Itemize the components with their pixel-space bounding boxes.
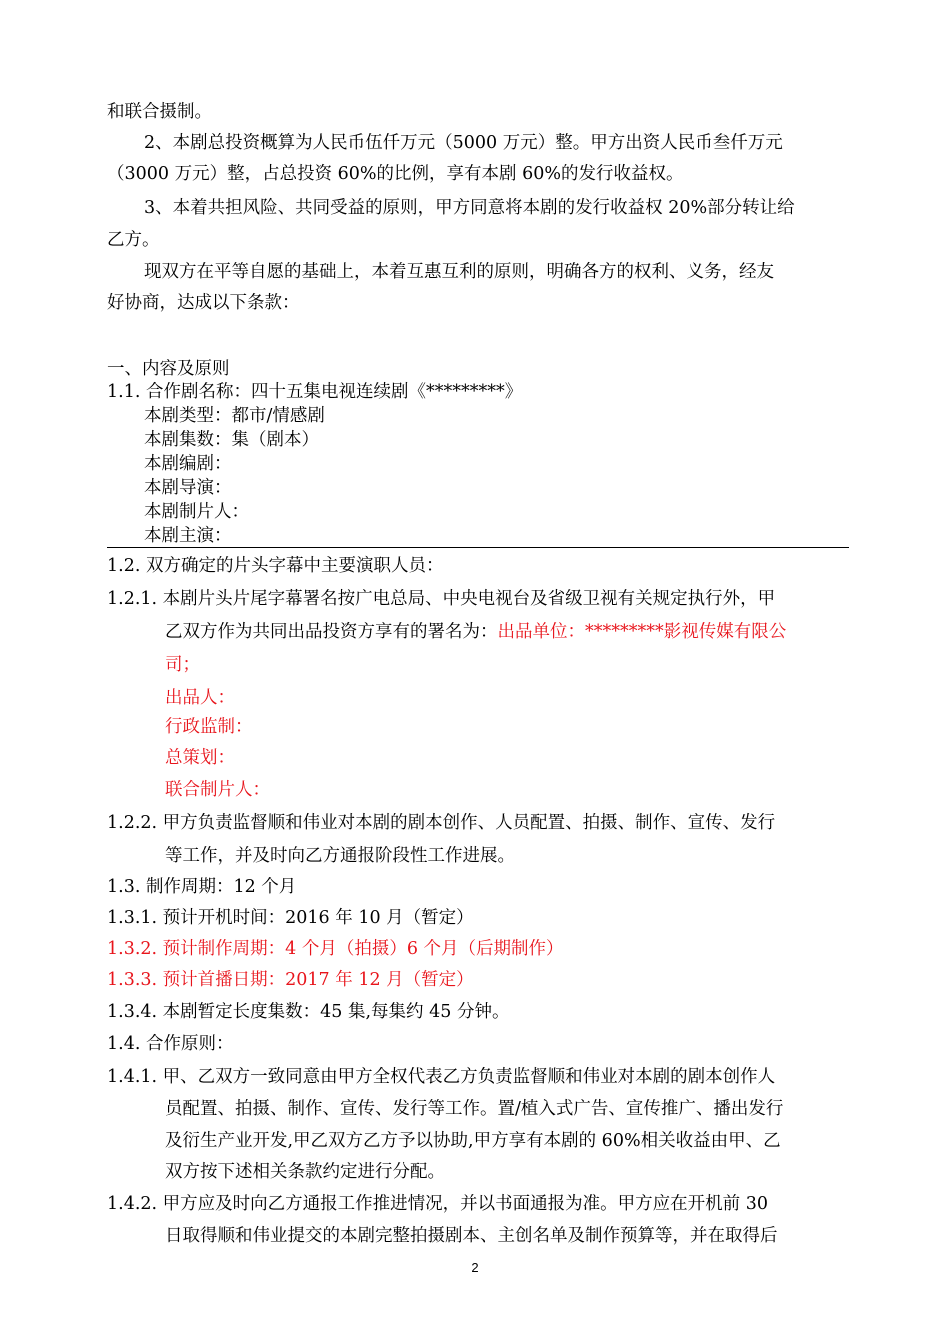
drama-lead: 本剧主演： [144,526,232,546]
clause-1-2-2-line-1: 1.2.2. 甲方负责监督顺和伟业对本剧的剧本创作、人员配置、拍摄、制作、宣传、发行 [107,813,776,833]
drama-producer: 本剧制片人： [144,502,249,522]
intro-line-1: 和联合摄制。 [107,102,212,122]
intro-line-5: 乙方。 [107,230,160,250]
credit-admin-supervisor: 行政监制： [165,717,253,737]
clause-1-2-1-line-1: 1.2.1. 本剧片头片尾字幕署名按广电总局、中央电视台及省级卫视有关规定执行外，甲 [107,589,776,609]
clause-1-2-2-line-2: 等工作，并及时向乙方通报阶段性工作进展。 [165,846,515,866]
clause-1-4-1-line-4: 双方按下述相关条款约定进行分配。 [165,1162,445,1182]
intro-line-6: 现双方在平等自愿的基础上，本着互惠互利的原则，明确各方的权利、义务，经友 [144,262,774,282]
credit-company: 出品单位：*********影视传媒有限公 [497,622,787,642]
intro-line-4: 3、本着共担风险、共同受益的原则，甲方同意将本剧的发行收益权 20%部分转让给 [144,198,795,218]
section-title: 一、内容及原则 [107,359,230,379]
intro-line-3: （3000 万元）整，占总投资 60%的比例，享有本剧 60%的发行收益权。 [107,164,684,184]
clause-1-4-2-line-1: 1.4.2. 甲方应及时向乙方通报工作推进情况，并以书面通报为准。甲方应在开机前 30 [107,1194,768,1214]
clause-1-4-1-line-3: 及衍生产业开发,甲乙双方乙方予以协助,甲方享有本剧的 60%相关收益由甲、乙 [165,1131,781,1151]
intro-line-7: 好协商，达成以下条款： [107,293,300,313]
clause-1-2-1-line-2 [165,621,786,643]
drama-director: 本剧导演： [144,478,232,498]
clause-1-4-2-line-2: 日取得顺和伟业提交的本剧完整拍摄剧本、主创名单及制作预算等，并在取得后 [165,1226,778,1246]
clause-1-4-1-line-1: 1.4.1. 甲、乙双方一致同意由甲方全权代表乙方负责监督顺和伟业对本剧的剧本创作人 [107,1067,776,1087]
drama-writer: 本剧编剧： [144,454,232,474]
credit-intro: 乙双方作为共同出品投资方享有的署名为： [165,622,498,642]
intro-line-2: 2、本剧总投资概算为人民币伍仟万元（5000 万元）整。甲方出资人民币叁仟万元 [144,133,783,153]
drama-episodes: 本剧集数：集（剧本） [144,430,319,450]
credit-chief-planner: 总策划： [165,748,235,768]
clause-1-2: 1.2. 双方确定的片头字幕中主要演职人员： [107,556,444,576]
page-number: 2 [471,1260,479,1275]
clause-1-3-2: 1.3.2. 预计制作周期：4 个月（拍摄）6 个月（后期制作） [107,939,564,959]
clause-1-4-1-line-2: 员配置、拍摄、制作、宣传、发行等工作。置/植入式广告、宣传推广、播出发行 [165,1099,784,1119]
clause-1-3: 1.3. 制作周期：12 个月 [107,877,297,897]
clause-1-1: 1.1. 合作剧名称：四十五集电视连续剧《*********》 [107,382,523,402]
horizontal-rule [107,547,849,548]
clause-1-3-1: 1.3.1. 预计开机时间：2016 年 10 月（暂定） [107,908,474,928]
drama-type: 本剧类型：都市/情感剧 [144,406,325,426]
clause-1-3-3: 1.3.3. 预计首播日期：2017 年 12 月（暂定） [107,970,474,990]
clause-1-2-1-line-3: 司； [165,655,200,675]
credit-coproducer: 联合制片人： [165,780,270,800]
clause-1-4: 1.4. 合作原则： [107,1034,234,1054]
credit-producer: 出品人： [165,688,235,708]
clause-1-3-4: 1.3.4. 本剧暂定长度集数：45 集,每集约 45 分钟。 [107,1002,510,1022]
